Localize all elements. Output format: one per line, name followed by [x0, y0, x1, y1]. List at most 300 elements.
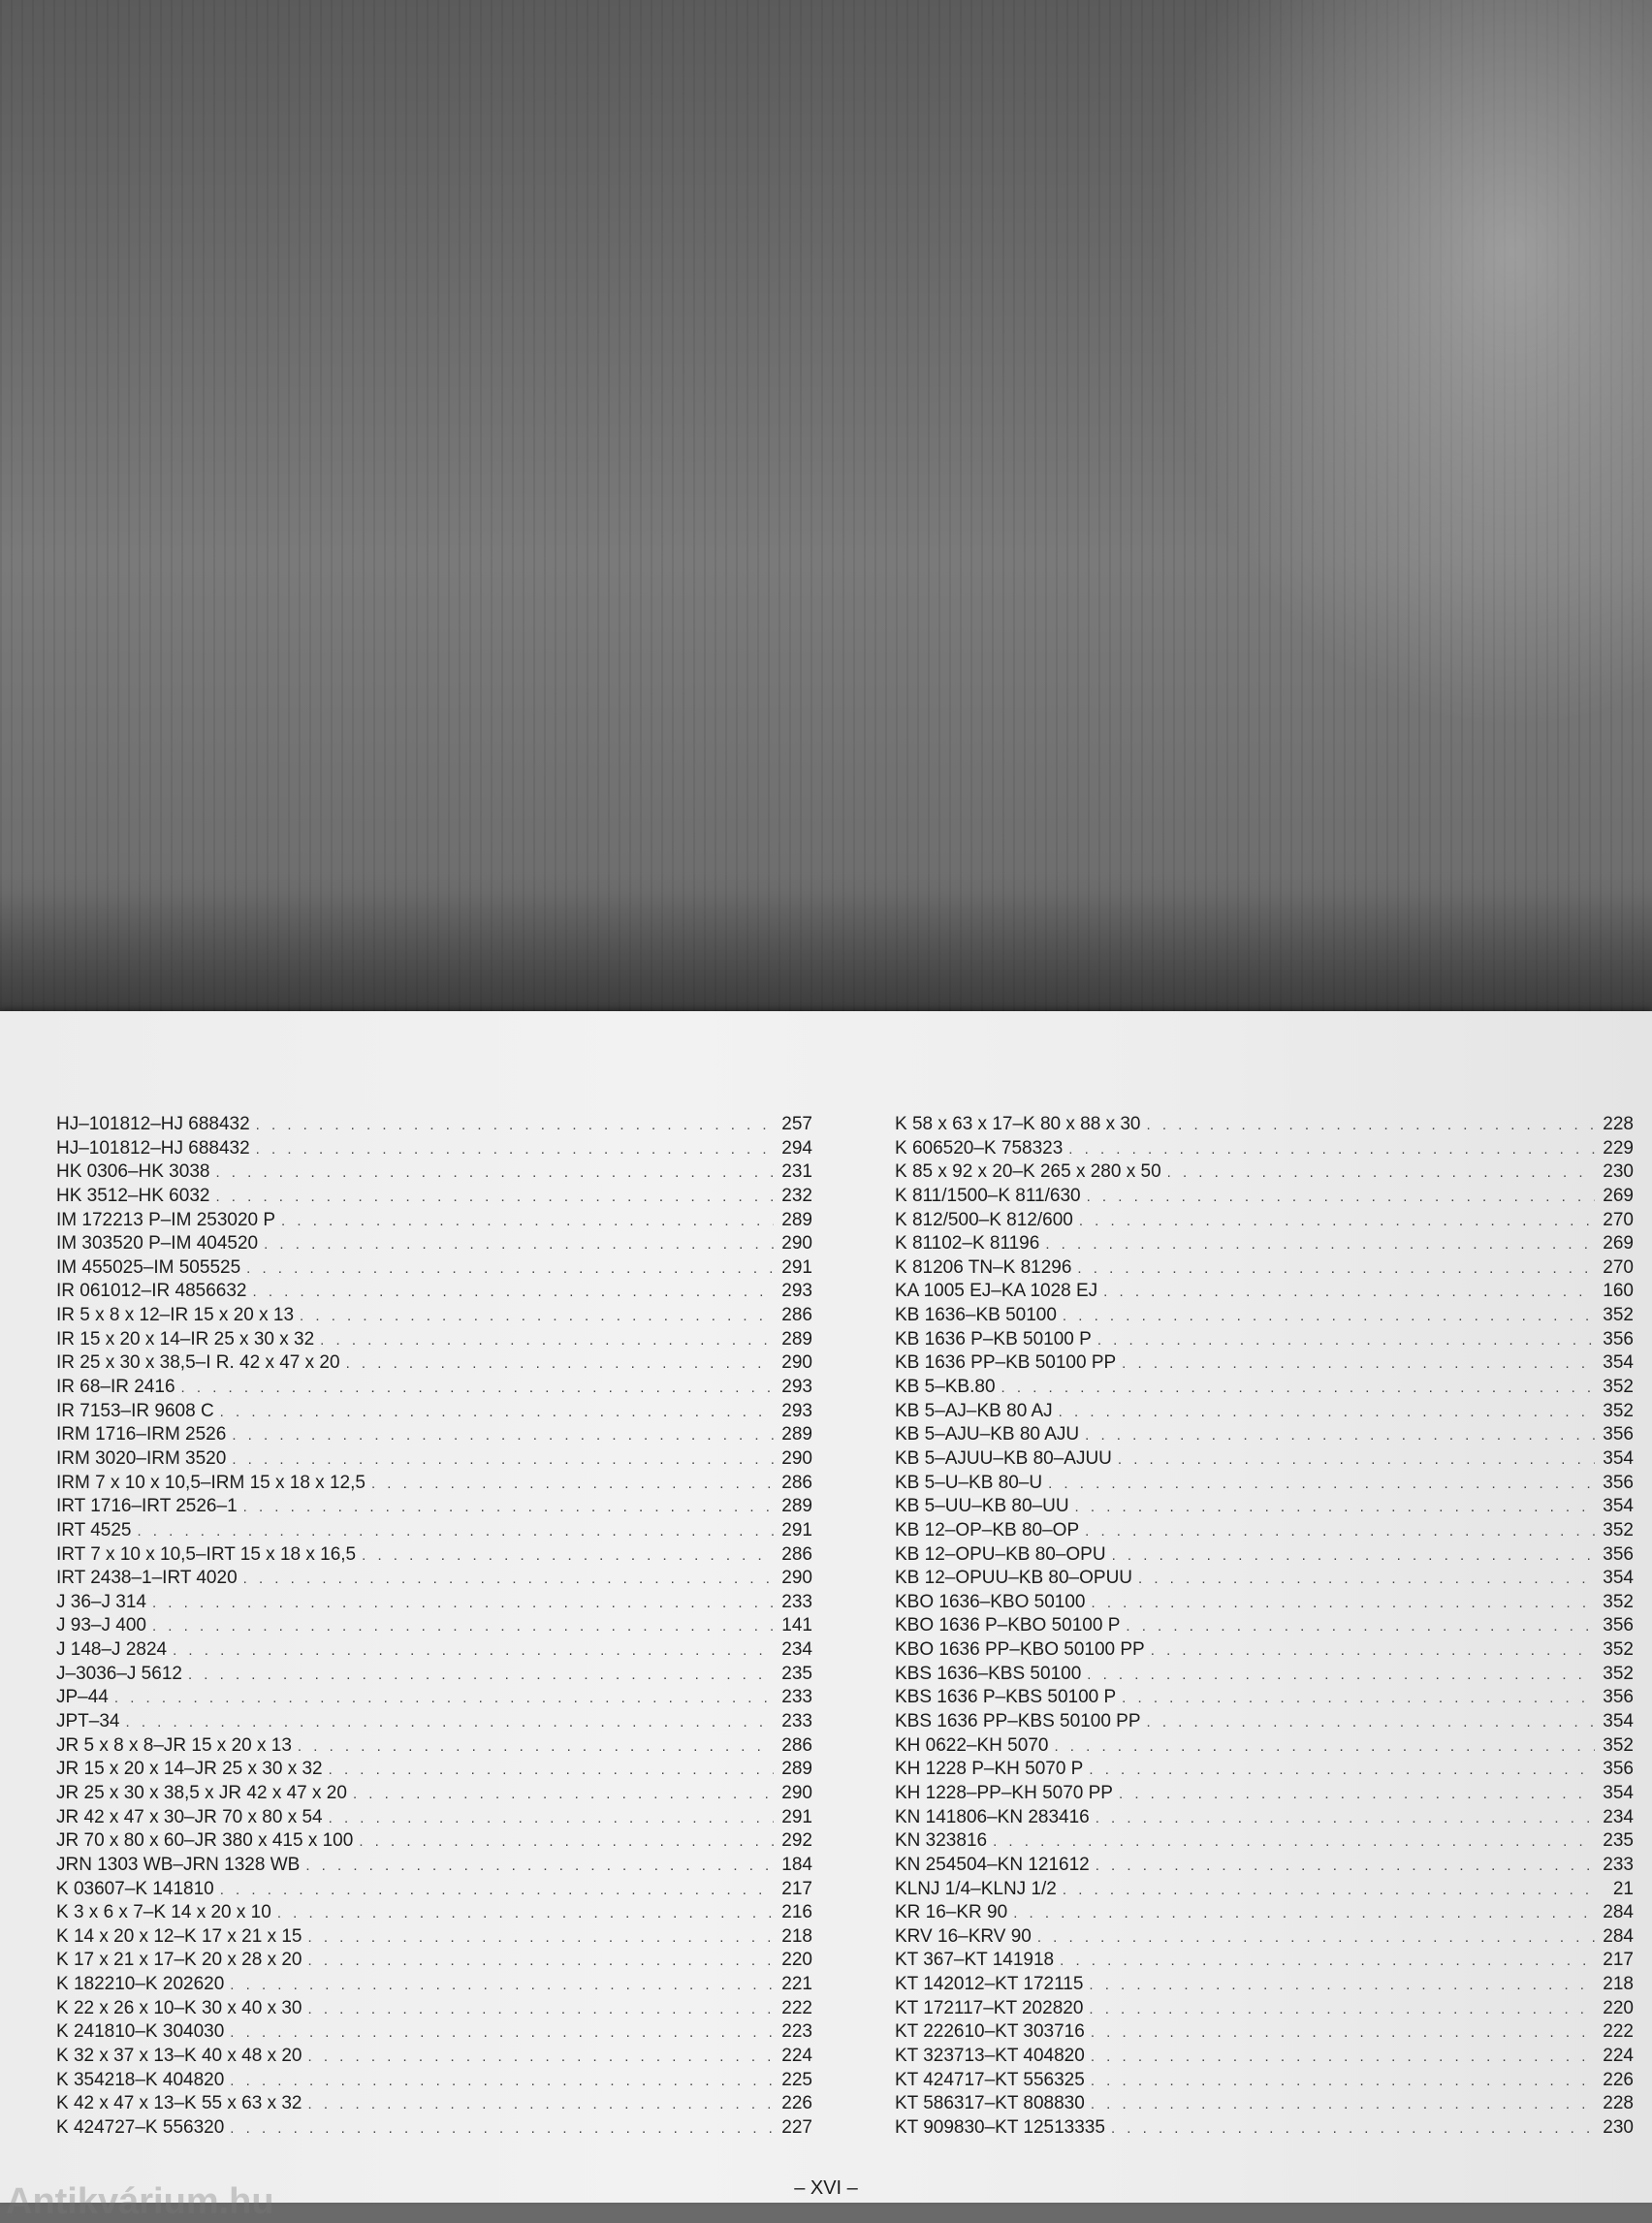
entry-label: IRT 4525 — [56, 1519, 132, 1540]
index-entry — [56, 1519, 812, 1543]
index-entry — [895, 1447, 1634, 1472]
index-entry — [56, 1854, 812, 1878]
dot-leader — [215, 1161, 774, 1186]
index-entry — [56, 1973, 812, 1997]
entry-page-number: 218 — [1603, 1974, 1634, 1995]
index-entry — [895, 1997, 1634, 2021]
entry-label: JR 25 x 30 x 38,5 x JR 42 x 47 x 20 — [56, 1782, 347, 1803]
entry-page-number: 286 — [781, 1543, 812, 1565]
entry-label: JRN 1303 WB–JRN 1328 WB — [56, 1854, 301, 1875]
entry-page-number: 289 — [781, 1759, 812, 1780]
index-entry — [895, 1423, 1634, 1447]
backdrop-shadow — [0, 873, 1652, 1013]
index-entry — [56, 1113, 812, 1137]
index-entry — [56, 1351, 812, 1376]
dot-leader — [1122, 1352, 1595, 1377]
index-entry — [56, 1256, 812, 1281]
index-entry — [895, 1519, 1634, 1543]
index-entry — [895, 1376, 1634, 1400]
entry-page-number: 160 — [1603, 1281, 1634, 1302]
entry-page-number: 352 — [1603, 1663, 1634, 1684]
dot-leader — [1103, 1281, 1595, 1305]
entry-label: IR 15 x 20 x 14–IR 25 x 30 x 32 — [56, 1328, 315, 1350]
index-entry — [895, 2116, 1634, 2141]
dot-leader — [1167, 1161, 1595, 1186]
entry-label: KR 16–KR 90 — [895, 1902, 1008, 1923]
dot-leader — [1091, 2093, 1595, 2117]
entry-label: KT 323713–KT 404820 — [895, 2045, 1085, 2066]
entry-label: K 17 x 21 x 17–K 20 x 28 x 20 — [56, 1950, 302, 1971]
entry-page-number: 220 — [1603, 1997, 1634, 2018]
entry-page-number: 291 — [781, 1519, 812, 1540]
entry-page-number: 293 — [781, 1377, 812, 1398]
index-entry — [895, 1782, 1634, 1806]
dot-leader — [137, 1520, 774, 1544]
index-entry — [895, 1160, 1634, 1185]
dot-leader — [1151, 1639, 1595, 1664]
dot-leader — [1013, 1902, 1595, 1926]
index-entry — [56, 1304, 812, 1328]
entry-page-number: 352 — [1603, 1519, 1634, 1540]
dot-leader — [1063, 1879, 1595, 1903]
index-entry — [56, 1209, 812, 1233]
entry-page-number: 141 — [781, 1615, 812, 1636]
dot-leader — [230, 1974, 774, 1998]
entry-page-number: 356 — [1603, 1472, 1634, 1493]
entry-page-number: 286 — [781, 1734, 812, 1756]
entry-page-number: 291 — [781, 1806, 812, 1827]
entry-page-number: 229 — [1603, 1137, 1634, 1159]
index-entry — [895, 1304, 1634, 1328]
dot-leader — [1147, 1711, 1595, 1735]
entry-label: JR 15 x 20 x 14–JR 25 x 30 x 32 — [56, 1759, 323, 1780]
entry-label: IR 68–IR 2416 — [56, 1377, 175, 1398]
index-entry — [56, 1376, 812, 1400]
entry-page-number: 352 — [1603, 1734, 1634, 1756]
entry-label: IM 303520 P–IM 404520 — [56, 1233, 259, 1254]
index-entry — [895, 2092, 1634, 2116]
dot-leader — [1087, 1664, 1595, 1688]
entry-page-number: 217 — [1603, 1950, 1634, 1971]
index-entry — [56, 1543, 812, 1568]
dot-leader — [300, 1305, 774, 1329]
entry-page-number: 231 — [781, 1161, 812, 1183]
entry-page-number: 290 — [781, 1233, 812, 1254]
index-entry — [895, 1925, 1634, 1950]
entry-page-number: 356 — [1603, 1328, 1634, 1350]
dot-leader — [308, 2046, 774, 2070]
dot-leader — [215, 1186, 774, 1210]
entry-label: KB 5–AJ–KB 80 AJ — [895, 1400, 1053, 1421]
index-entry — [895, 1185, 1634, 1209]
index-entry — [56, 2045, 812, 2069]
index-entry — [56, 1949, 812, 1973]
entry-label: J 148–J 2824 — [56, 1639, 168, 1661]
entry-label: KBO 1636 P–KBO 50100 P — [895, 1615, 1121, 1636]
entry-page-number: 230 — [1603, 1161, 1634, 1183]
index-entry — [895, 1973, 1634, 1997]
index-entry — [895, 1400, 1634, 1424]
index-entry — [895, 2045, 1634, 2069]
entry-label: KB 1636 P–KB 50100 P — [895, 1328, 1092, 1350]
index-entry — [895, 1734, 1634, 1759]
entry-label: J–3036–J 5612 — [56, 1663, 182, 1684]
entry-label: KT 424717–KT 556325 — [895, 2069, 1085, 2090]
entry-label: KB 5–AJUU–KB 80–AJUU — [895, 1447, 1112, 1469]
entry-page-number: 352 — [1603, 1639, 1634, 1661]
entry-page-number: 233 — [781, 1711, 812, 1732]
entry-label: KBS 1636–KBS 50100 — [895, 1663, 1082, 1684]
index-entry — [56, 1997, 812, 2021]
entry-label: KBS 1636 PP–KBS 50100 PP — [895, 1711, 1141, 1732]
dot-leader — [1147, 1114, 1595, 1138]
entry-label: KT 142012–KT 172115 — [895, 1974, 1084, 1995]
index-entry — [56, 2092, 812, 2116]
page-number: – XVI – — [794, 2177, 858, 2199]
entry-label: KH 1228–PP–KH 5070 PP — [895, 1782, 1113, 1803]
dot-leader — [1001, 1377, 1595, 1401]
index-entry — [56, 1663, 812, 1687]
entry-page-number: 233 — [1603, 1854, 1634, 1875]
dot-leader — [253, 1281, 775, 1305]
index-entry — [56, 1160, 812, 1185]
index-entry — [895, 1758, 1634, 1782]
dot-leader — [264, 1233, 774, 1257]
index-entry — [895, 1591, 1634, 1615]
index-entry — [895, 1567, 1634, 1591]
index-entry — [56, 1734, 812, 1759]
index-entry — [56, 1925, 812, 1950]
index-entry — [56, 1185, 812, 1209]
dot-leader — [1087, 1186, 1595, 1210]
entry-page-number: 352 — [1603, 1305, 1634, 1326]
dot-leader — [1085, 1424, 1595, 1448]
entry-label: K 14 x 20 x 12–K 17 x 21 x 15 — [56, 1925, 302, 1947]
entry-page-number: 216 — [781, 1902, 812, 1923]
entry-page-number: 286 — [781, 1305, 812, 1326]
entry-label: K 811/1500–K 811/630 — [895, 1185, 1081, 1206]
entry-page-number: 221 — [781, 1974, 812, 1995]
entry-label: KB 5–KB.80 — [895, 1377, 996, 1398]
dot-leader — [246, 1257, 774, 1282]
entry-label: KB 1636 PP–KB 50100 PP — [895, 1352, 1117, 1374]
index-entry — [56, 1878, 812, 1902]
dot-leader — [256, 1114, 774, 1138]
index-entry — [895, 1686, 1634, 1710]
entry-label: KN 141806–KN 283416 — [895, 1806, 1090, 1827]
entry-page-number: 356 — [1603, 1424, 1634, 1445]
entry-label: IRM 1716–IRM 2526 — [56, 1424, 227, 1445]
index-entry — [895, 1328, 1634, 1352]
entry-label: IRT 1716–IRT 2526–1 — [56, 1496, 238, 1517]
index-entry — [56, 2069, 812, 2093]
index-entry — [56, 1400, 812, 1424]
entry-page-number: 289 — [781, 1496, 812, 1517]
entry-page-number: 354 — [1603, 1447, 1634, 1469]
entry-label: JR 5 x 8 x 8–JR 15 x 20 x 13 — [56, 1734, 292, 1756]
entry-label: K 42 x 47 x 13–K 55 x 63 x 32 — [56, 2093, 302, 2114]
entry-label: KLNJ 1/4–KLNJ 1/2 — [895, 1878, 1057, 1899]
dot-leader — [1119, 1783, 1595, 1807]
dot-leader — [1068, 1138, 1595, 1162]
index-entry — [895, 1351, 1634, 1376]
entry-page-number: 224 — [1603, 2045, 1634, 2066]
dot-leader — [359, 1830, 774, 1855]
dot-leader — [993, 1830, 1595, 1855]
dot-leader — [371, 1473, 774, 1497]
index-entry — [895, 1280, 1634, 1304]
entry-label: KT 909830–KT 12513335 — [895, 2116, 1105, 2138]
index-entry — [56, 1758, 812, 1782]
index-entry — [895, 2020, 1634, 2045]
index-entry — [895, 1829, 1634, 1854]
entry-label: IRT 7 x 10 x 10,5–IRT 15 x 18 x 16,5 — [56, 1543, 357, 1565]
dot-leader — [256, 1138, 774, 1162]
index-entry — [56, 1710, 812, 1734]
entry-page-number: 257 — [781, 1114, 812, 1134]
entry-label: K 32 x 37 x 13–K 40 x 48 x 20 — [56, 2045, 302, 2066]
dot-leader — [181, 1377, 774, 1401]
dot-leader — [362, 1544, 774, 1569]
entry-page-number: 184 — [781, 1854, 812, 1875]
entry-label: IR 5 x 8 x 12–IR 15 x 20 x 13 — [56, 1305, 295, 1326]
index-entry — [895, 2069, 1634, 2093]
dot-leader — [1097, 1329, 1595, 1353]
dot-leader — [125, 1711, 774, 1735]
dot-leader — [173, 1639, 774, 1664]
entry-page-number: 290 — [781, 1568, 812, 1589]
entry-page-number: 235 — [781, 1663, 812, 1684]
index-entry — [56, 1782, 812, 1806]
entry-label: KB 5–AJU–KB 80 AJU — [895, 1424, 1080, 1445]
index-entry — [56, 1280, 812, 1304]
dot-leader — [277, 1902, 774, 1926]
entry-page-number: 227 — [781, 2116, 812, 2138]
index-entry — [56, 1614, 812, 1638]
entry-page-number: 228 — [1603, 1114, 1634, 1134]
entry-page-number: 223 — [781, 2021, 812, 2043]
dot-leader — [1037, 1926, 1595, 1951]
dot-leader — [230, 2117, 774, 2142]
dot-leader — [305, 1855, 774, 1879]
entry-label: HJ–101812–HJ 688432 — [56, 1137, 250, 1159]
entry-page-number: 220 — [781, 1950, 812, 1971]
entry-label: KB 1636–KB 50100 — [895, 1305, 1057, 1326]
entry-page-number: 222 — [1603, 2021, 1634, 2043]
entry-label: K 3 x 6 x 7–K 14 x 20 x 10 — [56, 1902, 271, 1923]
dot-leader — [308, 1998, 774, 2022]
entry-page-number: 356 — [1603, 1687, 1634, 1708]
entry-page-number: 290 — [781, 1782, 812, 1803]
dot-leader — [353, 1783, 774, 1807]
entry-label: K 58 x 63 x 17–K 80 x 88 x 30 — [895, 1114, 1141, 1134]
entry-label: K 812/500–K 812/600 — [895, 1209, 1073, 1230]
entry-page-number: 356 — [1603, 1543, 1634, 1565]
dot-leader — [243, 1496, 774, 1520]
dot-leader — [1091, 2046, 1595, 2070]
dot-leader — [1096, 1807, 1595, 1831]
dot-leader — [230, 2021, 774, 2046]
entry-page-number: 290 — [781, 1352, 812, 1374]
dot-leader — [230, 2070, 774, 2094]
entry-label: JR 70 x 80 x 60–JR 380 x 415 x 100 — [56, 1830, 354, 1852]
entry-page-number: 235 — [1603, 1830, 1634, 1852]
dot-leader — [1059, 1401, 1595, 1425]
entry-label: K 85 x 92 x 20–K 265 x 280 x 50 — [895, 1161, 1161, 1183]
entry-page-number: 289 — [781, 1328, 812, 1350]
index-entry — [56, 1829, 812, 1854]
index-entry — [56, 2116, 812, 2141]
dot-leader — [232, 1448, 774, 1473]
entry-page-number: 290 — [781, 1447, 812, 1469]
entry-page-number: 234 — [781, 1639, 812, 1661]
index-entry — [895, 1232, 1634, 1256]
dot-leader — [220, 1879, 774, 1903]
index-entry — [56, 1328, 812, 1352]
entry-label: K 606520–K 758323 — [895, 1137, 1064, 1159]
index-entry — [895, 1256, 1634, 1281]
index-column-left — [56, 1113, 812, 2141]
entry-page-number: 226 — [781, 2093, 812, 2114]
entry-label: K 424727–K 556320 — [56, 2116, 225, 2138]
entry-page-number: 354 — [1603, 1711, 1634, 1732]
dot-leader — [1085, 1520, 1595, 1544]
dot-leader — [1091, 1592, 1595, 1616]
entry-label: KN 323816 — [895, 1830, 988, 1852]
index-entry — [56, 1472, 812, 1496]
entry-page-number: 356 — [1603, 1759, 1634, 1780]
entry-page-number: 291 — [781, 1256, 812, 1278]
entry-label: HJ–101812–HJ 688432 — [56, 1114, 250, 1134]
entry-page-number: 289 — [781, 1209, 812, 1230]
index-entry — [895, 1663, 1634, 1687]
index-entry — [56, 1423, 812, 1447]
entry-page-number: 269 — [1603, 1185, 1634, 1206]
entry-label: HK 3512–HK 6032 — [56, 1185, 210, 1206]
dot-leader — [188, 1664, 774, 1688]
dot-leader — [1054, 1735, 1595, 1760]
dot-leader — [329, 1807, 774, 1831]
entry-page-number: 284 — [1603, 1902, 1634, 1923]
entry-label: KB 5–U–KB 80–U — [895, 1472, 1043, 1493]
entry-label: K 241810–K 304030 — [56, 2021, 225, 2043]
dot-leader — [346, 1352, 774, 1377]
entry-page-number: 354 — [1603, 1496, 1634, 1517]
entry-label: IM 455025–IM 505525 — [56, 1256, 241, 1278]
entry-page-number: 269 — [1603, 1233, 1634, 1254]
entry-label: KRV 16–KRV 90 — [895, 1925, 1032, 1947]
dot-leader — [1138, 1568, 1595, 1592]
dot-leader — [1045, 1233, 1595, 1257]
entry-label: IRM 7 x 10 x 10,5–IRM 15 x 18 x 12,5 — [56, 1472, 365, 1493]
wooden-backdrop — [0, 0, 1652, 1013]
dot-leader — [114, 1687, 774, 1711]
entry-page-number: 352 — [1603, 1591, 1634, 1612]
entry-page-number: 293 — [781, 1281, 812, 1302]
entry-page-number: 270 — [1603, 1256, 1634, 1278]
index-entry — [56, 1638, 812, 1663]
index-entry — [895, 1806, 1634, 1830]
entry-label: KT 172117–KT 202820 — [895, 1997, 1084, 2018]
entry-page-number: 233 — [781, 1591, 812, 1612]
index-entry — [895, 1543, 1634, 1568]
watermark: Antikvárium.hu — [6, 2181, 274, 2222]
dot-leader — [1079, 1210, 1595, 1234]
entry-label: K 81206 TN–K 81296 — [895, 1256, 1072, 1278]
index-entry — [56, 1447, 812, 1472]
dot-leader — [1091, 2021, 1595, 2046]
index-entry — [56, 1686, 812, 1710]
entry-page-number: 232 — [781, 1185, 812, 1206]
entry-label: KB 12–OPUU–KB 80–OPUU — [895, 1568, 1133, 1589]
entry-label: KT 586317–KT 808830 — [895, 2093, 1085, 2114]
index-entry — [56, 1901, 812, 1925]
index-entry — [56, 1495, 812, 1519]
entry-label: JPT–34 — [56, 1711, 120, 1732]
entry-page-number: 352 — [1603, 1400, 1634, 1421]
entry-label: IRM 3020–IRM 3520 — [56, 1447, 227, 1469]
entry-page-number: 224 — [781, 2045, 812, 2066]
entry-label: K 22 x 26 x 10–K 30 x 40 x 30 — [56, 1997, 302, 2018]
dot-leader — [1075, 1496, 1595, 1520]
entry-label: IR 7153–IR 9608 C — [56, 1400, 214, 1421]
entry-label: K 354218–K 404820 — [56, 2069, 225, 2090]
entry-page-number: 234 — [1603, 1806, 1634, 1827]
entry-label: HK 0306–HK 3038 — [56, 1161, 210, 1183]
entry-page-number: 289 — [781, 1424, 812, 1445]
entry-page-number: 356 — [1603, 1615, 1634, 1636]
index-entry — [895, 1472, 1634, 1496]
index-entry — [56, 1806, 812, 1830]
index-entry — [56, 2020, 812, 2045]
dot-leader — [308, 1926, 774, 1951]
entry-page-number: 217 — [781, 1878, 812, 1899]
dot-leader — [152, 1615, 774, 1639]
entry-label: IR 061012–IR 4856632 — [56, 1281, 247, 1302]
dot-leader — [1122, 1687, 1595, 1711]
entry-label: IRT 2438–1–IRT 4020 — [56, 1568, 238, 1589]
dot-leader — [1112, 1544, 1595, 1569]
entry-label: KBO 1636–KBO 50100 — [895, 1591, 1086, 1612]
dot-leader — [308, 2093, 774, 2117]
entry-page-number: 21 — [1612, 1878, 1634, 1899]
dot-leader — [308, 1950, 774, 1974]
dot-leader — [298, 1735, 774, 1760]
entry-page-number: 233 — [781, 1687, 812, 1708]
dot-leader — [232, 1424, 774, 1448]
entry-page-number: 284 — [1603, 1925, 1634, 1947]
index-entry — [895, 1638, 1634, 1663]
dot-leader — [1063, 1305, 1595, 1329]
entry-label: K 182210–K 202620 — [56, 1974, 225, 1995]
entry-page-number: 292 — [781, 1830, 812, 1852]
entry-page-number: 228 — [1603, 2093, 1634, 2114]
index-column-right — [895, 1113, 1634, 2141]
dot-leader — [1077, 1257, 1595, 1282]
entry-label: IR 25 x 30 x 38,5–I R. 42 x 47 x 20 — [56, 1352, 340, 1374]
index-entry — [895, 1137, 1634, 1161]
dot-leader — [1118, 1448, 1595, 1473]
index-entry — [895, 1614, 1634, 1638]
dot-leader — [329, 1759, 774, 1783]
dot-leader — [152, 1592, 774, 1616]
dot-leader — [1048, 1473, 1595, 1497]
dot-leader — [1111, 2117, 1595, 2142]
entry-page-number: 218 — [781, 1925, 812, 1947]
index-entry — [895, 1878, 1634, 1902]
entry-page-number: 270 — [1603, 1209, 1634, 1230]
entry-label: J 93–J 400 — [56, 1615, 146, 1636]
